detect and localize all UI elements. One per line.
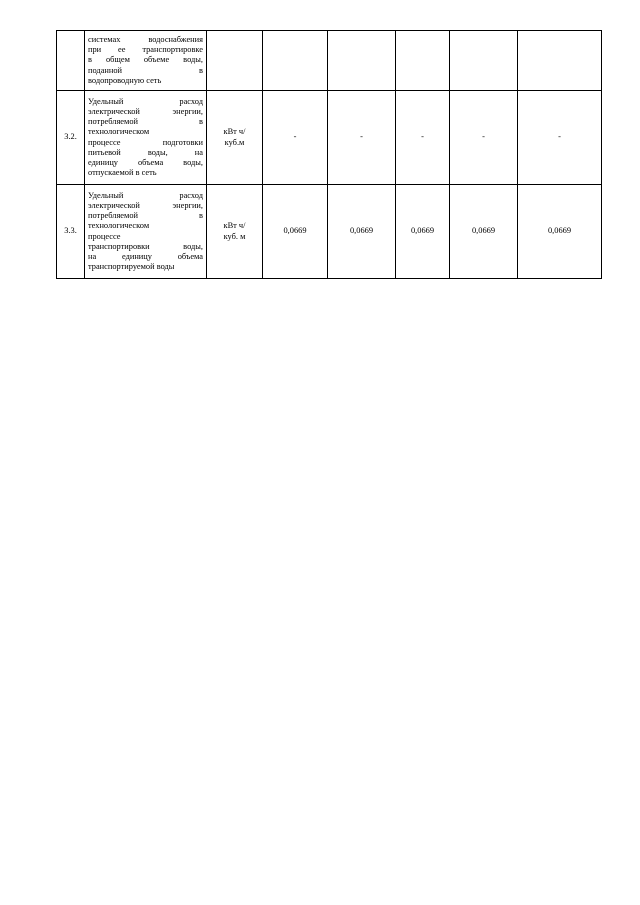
value-cell: - <box>450 91 518 185</box>
description-line: единицу объема воды, <box>88 157 203 167</box>
description-line: потребляемой в <box>88 117 203 127</box>
row-number: 3.2. <box>57 91 85 185</box>
description-line: на единицу объема <box>88 251 203 261</box>
description-line: процессе <box>88 231 121 241</box>
unit-line: кВт ч/ <box>223 221 246 231</box>
value-cell: 0,0669 <box>450 185 518 279</box>
value-cell: - <box>396 91 450 185</box>
value-cell <box>518 31 602 91</box>
description-line: транспортировки воды, <box>88 241 203 251</box>
description-line: технологическом <box>88 221 150 231</box>
description-line: транспортируемой воды <box>88 262 175 272</box>
description-line: Удельный расход <box>88 190 203 200</box>
table-row <box>57 91 602 185</box>
value-cell: - <box>328 91 396 185</box>
row-number: 3.3. <box>57 185 85 279</box>
row-unit <box>207 31 263 91</box>
value-cell <box>263 31 328 91</box>
value-cell <box>396 31 450 91</box>
description-line: отпускаемой в сеть <box>88 168 157 178</box>
value-cell: - <box>263 91 328 185</box>
table-row <box>57 185 602 279</box>
row-description <box>85 185 207 279</box>
row-unit <box>207 185 263 279</box>
value-cell: 0,0669 <box>518 185 602 279</box>
description-line: системах водоснабжения <box>88 34 203 44</box>
description-line: в общем объеме воды, <box>88 55 203 65</box>
row-description <box>85 91 207 185</box>
value-cell: 0,0669 <box>263 185 328 279</box>
value-cell <box>328 31 396 91</box>
unit-line: куб.м <box>224 137 245 147</box>
value-cell <box>450 31 518 91</box>
description-line: питьевой воды, на <box>88 147 203 157</box>
unit-line: куб. м <box>223 231 246 241</box>
description-line: потребляемой в <box>88 211 203 221</box>
description-line: при ее транспортировке <box>88 45 203 55</box>
description-line: технологическом <box>88 127 150 137</box>
row-number <box>57 31 85 91</box>
description-line: поданной в <box>88 65 203 75</box>
table-row <box>57 31 602 91</box>
description-line: электрической энергии, <box>88 200 203 210</box>
row-unit <box>207 91 263 185</box>
unit-line: кВт ч/ <box>223 127 246 137</box>
description-line: электрической энергии, <box>88 106 203 116</box>
value-cell: 0,0669 <box>328 185 396 279</box>
value-cell: 0,0669 <box>396 185 450 279</box>
description-line: процессе подготовки <box>88 137 203 147</box>
value-cell: - <box>518 91 602 185</box>
indicators-table <box>56 30 602 279</box>
description-line: водопроводную сеть <box>88 75 162 85</box>
description-line: Удельный расход <box>88 96 203 106</box>
row-description <box>85 31 207 91</box>
